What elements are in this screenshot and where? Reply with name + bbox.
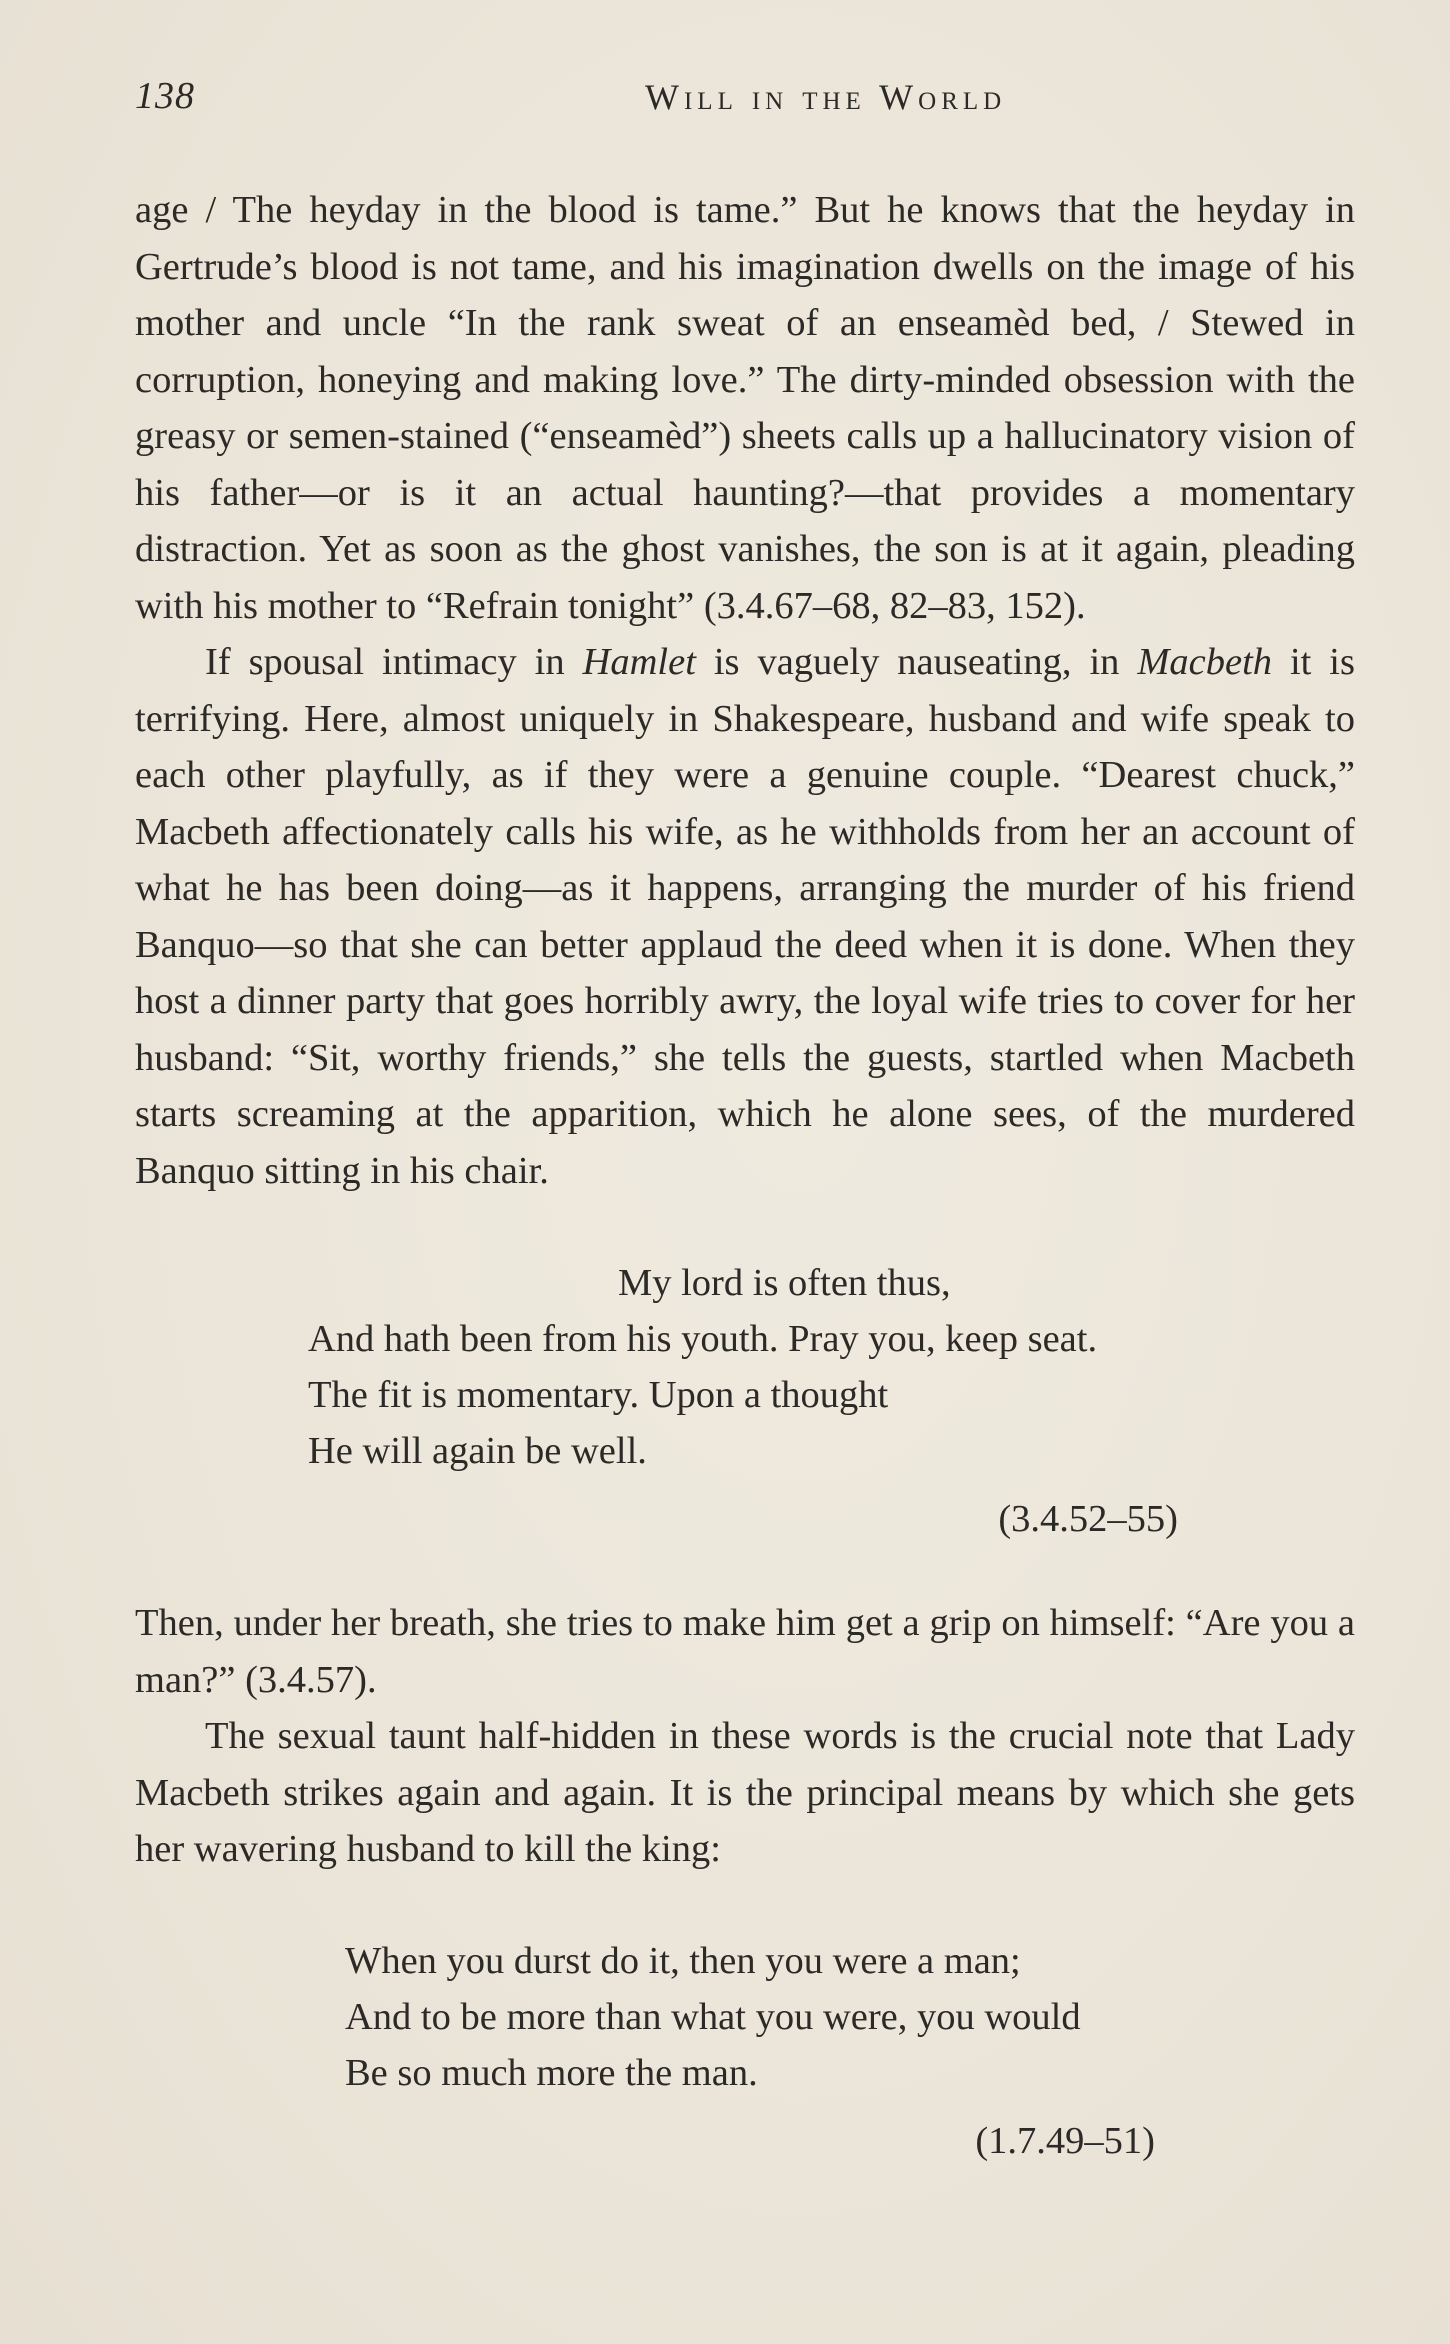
verse-line: He will again be well. — [308, 1430, 647, 1472]
paragraph-sexual-taunt: The sexual taunt half-hidden in these words is the crucial note that Lady Macbeth strikes again and again. It is the principal means by which she gets her wavering husband to kill the king: — [135, 1715, 1355, 1870]
page-number: 138 — [135, 75, 195, 117]
text-block-lower — [135, 1595, 1355, 1878]
verse-quotation-2 — [345, 1933, 1155, 2169]
verse-line: When you durst do it, then you were a man; — [345, 1940, 1021, 1982]
paragraph-are-you-a-man: Then, under her breath, she tries to make him get a grip on himself: “Are you a man?” (3.4.57). — [135, 1602, 1355, 1701]
paragraph-continuation: age / The heyday in the blood is tame.” But he knows that the heyday in Gertrude’s blood is not tame, and his imagination dwells on the image of his mother and uncle “In the rank sweat of an enseamèd bed, / Stewed in corruption, honeying and making love.” The dirty-minded obsession with the greasy or semen-stained (“enseamèd”) sheets calls up a hallucinatory vision of his father—or is it an actual haunting?—that provides a momentary distraction. Yet as soon as the ghost vanishes, the son is at it again, pleading with his mother to “Refrain tonight” (3.4.67–68, 82–83, 152). — [135, 189, 1355, 627]
verse-line: And hath been from his youth. Pray you, keep seat. — [308, 1318, 1098, 1360]
verse-line: The fit is momentary. Upon a thought — [308, 1374, 889, 1416]
verse-quotation-1 — [308, 1255, 1178, 1547]
verse-citation: (1.7.49–51) — [975, 2120, 1155, 2162]
verse-line: My lord is often thus, — [618, 1262, 951, 1304]
verse-citation: (3.4.52–55) — [998, 1498, 1178, 1540]
text-run: If spousal intimacy in — [205, 641, 583, 683]
text-run: it is terrifying. Here, almost uniquely in Shakespeare, husband and wife speak to each other playfully, as if they were a genuine couple. “Dearest chuck,” Macbeth affectionately calls his wife, as he withholds from her an account of what he has been doing—as it happens, arranging the murder of his friend Banquo—so that she can better applaud the deed when it is done. When they host a dinner party that goes horribly awry, the loyal wife tries to cover for her husband: “Sit, worthy friends,” she tells the guests, startled when Macbeth starts screaming at the apparition, which he alone sees, of the murdered Banquo sitting in his chair. — [135, 641, 1355, 1192]
page-header — [135, 74, 1355, 124]
title-macbeth: Macbeth — [1137, 641, 1273, 683]
title-hamlet: Hamlet — [582, 641, 696, 683]
verse-line: Be so much more the man. — [345, 2052, 758, 2094]
text-run: is vaguely nauseating, in — [695, 641, 1138, 683]
paragraph-spousal-intimacy — [135, 634, 1355, 1199]
main-text-block — [135, 182, 1355, 1199]
running-head: Will in the World — [645, 77, 1007, 117]
verse-line: And to be more than what you were, you would — [345, 1996, 1081, 2038]
